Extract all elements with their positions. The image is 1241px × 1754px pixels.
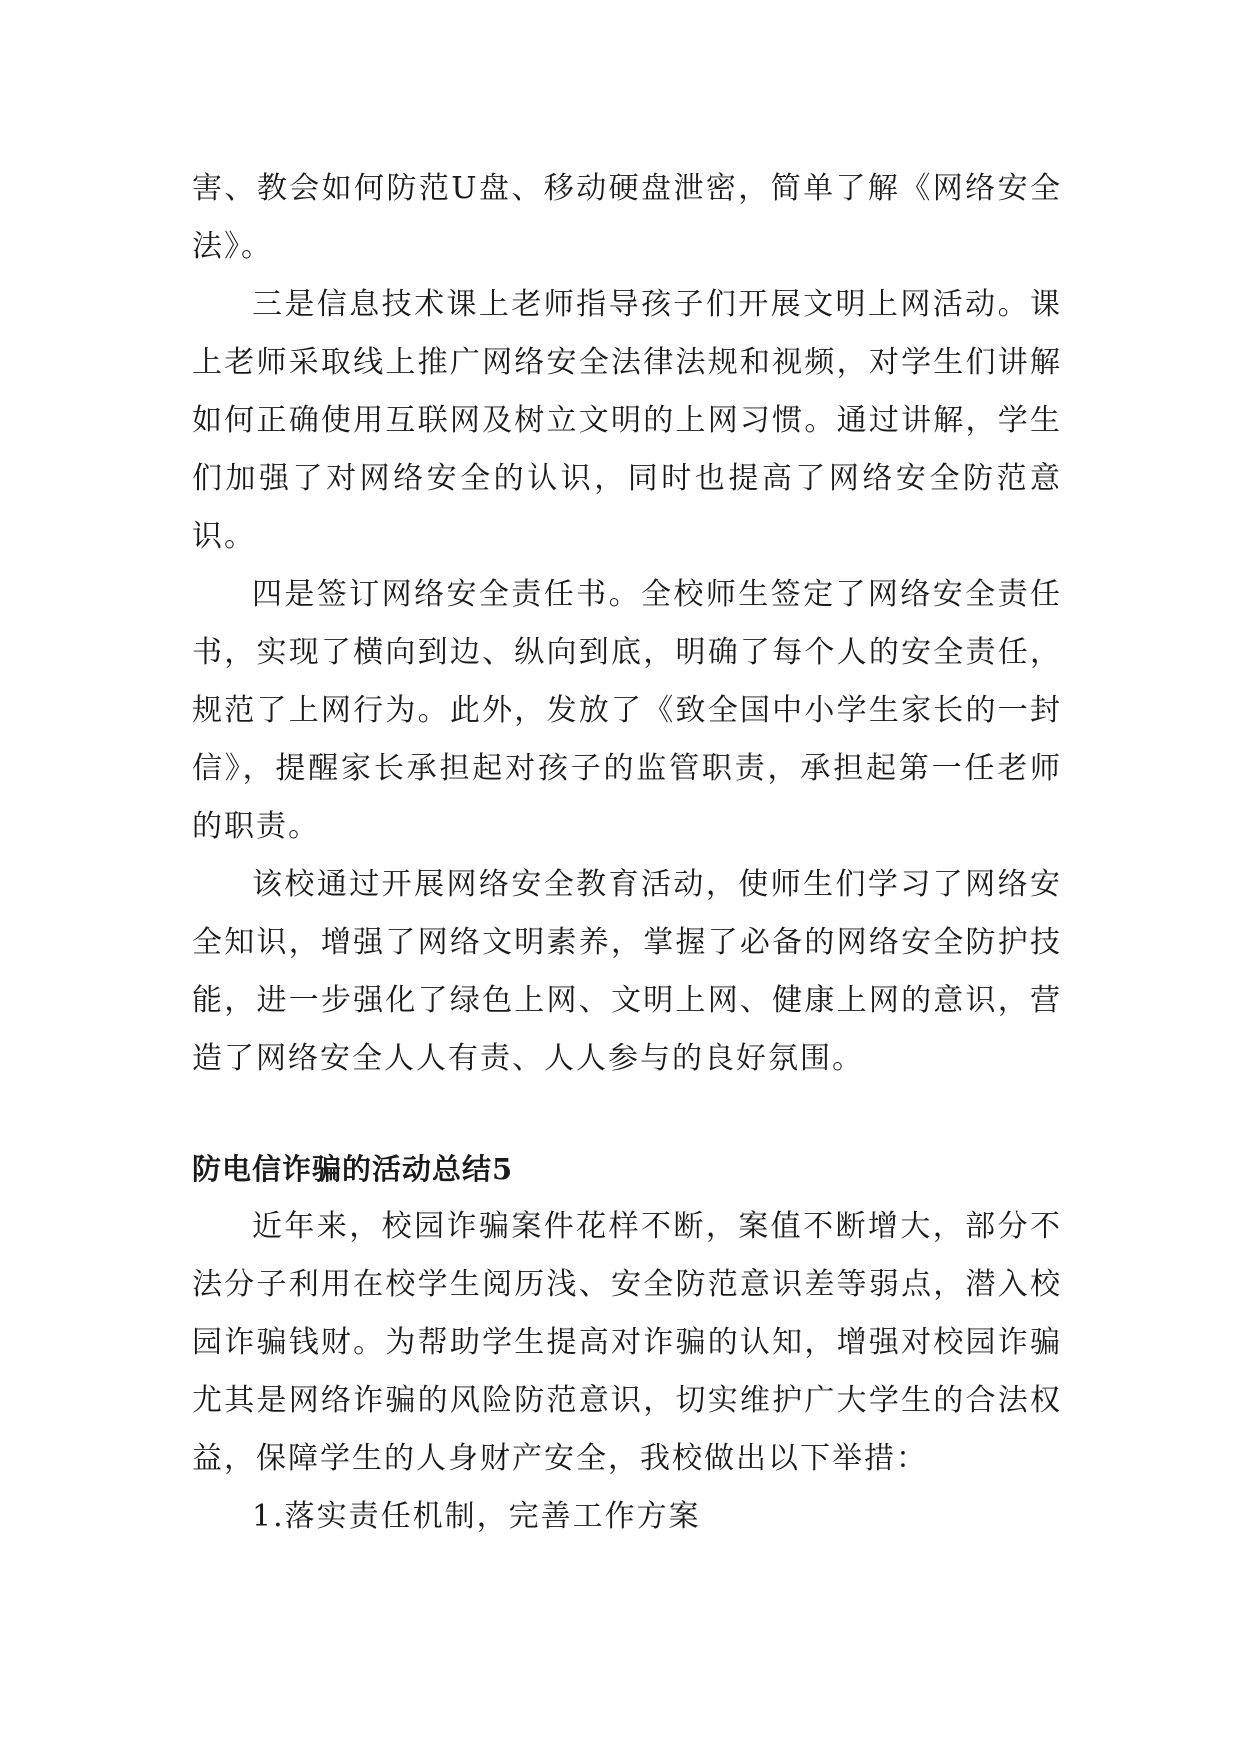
list-item-1: 1.落实责任机制，完善工作方案 bbox=[252, 1499, 701, 1534]
paragraph-4: 该校通过开展网络安全教育活动，使师生们学习了网络安全知识，增强了网络文明素养，掌握了必备的网络安全防护技能，进一步强化了绿色上网、文明上网、健康上网的意识，营造了网络安全人人有责、人人参与的良好氛围。 bbox=[192, 867, 1062, 1076]
document-body bbox=[192, 160, 1062, 1546]
paragraph-3: 四是签订网络安全责任书。全校师生签定了网络安全责任书，实现了横向到边、纵向到底，明确了每个人的安全责任，规范了上网行为。此外，发放了《致全国中小学生家长的一封信》，提醒家长承担起对孩子的监管职责，承担起第一任老师的职责。 bbox=[192, 577, 1062, 844]
paragraph-5: 近年来，校园诈骗案件花样不断，案值不断增大，部分不法分子利用在校学生阅历浅、安全防范意识差等弱点，潜入校园诈骗钱财。为帮助学生提高对诈骗的认知，增强对校园诈骗尤其是网络诈骗的风险防范意识，切实维护广大学生的合法权益，保障学生的人身财产安全，我校做出以下举措： bbox=[192, 1209, 1062, 1476]
paragraph-1: 害、教会如何防范U盘、移动硬盘泄密，简单了解《网络安全法》。 bbox=[192, 171, 1062, 264]
paragraph-2: 三是信息技术课上老师指导孩子们开展文明上网活动。课上老师采取线上推广网络安全法律法规和视频，对学生们讲解如何正确使用互联网及树立文明的上网习惯。通过讲解，学生们加强了对网络安全的认识，同时也提高了网络安全防范意识。 bbox=[192, 287, 1062, 554]
section-heading: 防电信诈骗的活动总结5 bbox=[192, 1152, 514, 1186]
